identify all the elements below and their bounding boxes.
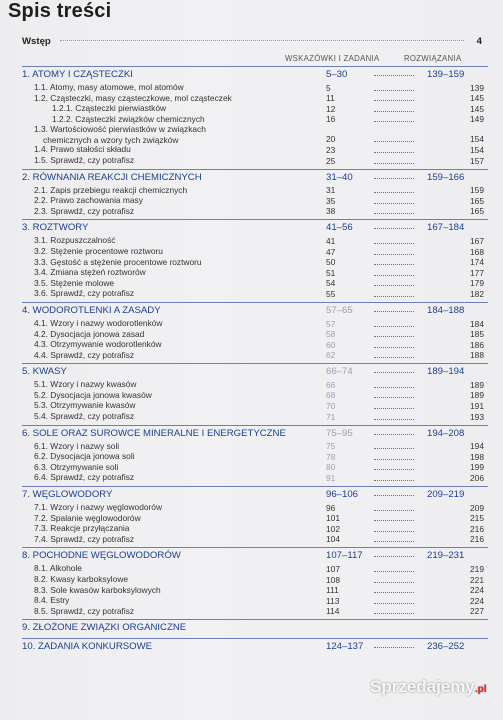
entry-solution-page: 157: [470, 155, 484, 166]
toc-section: [22, 638, 488, 654]
leader-dots: [374, 254, 414, 255]
entry-exercise-page: 96: [326, 502, 336, 513]
entry-solution-page: 165: [470, 195, 484, 206]
entry-exercise-page: 35: [326, 195, 336, 206]
table-of-contents: [22, 66, 488, 657]
column-header-exercises: WSKAZÓWKI I ZADANIA: [285, 54, 380, 63]
entry-title-line: 7.2. Spalanie węglowodorów: [34, 512, 141, 523]
entry-exercise-page: 60: [326, 339, 336, 350]
leader-dots: [374, 647, 414, 648]
toc-section: [22, 169, 488, 217]
toc-entry: [22, 462, 488, 473]
entry-exercise-page: 20: [326, 134, 336, 145]
section-exercise-pages: 31–40: [326, 171, 353, 183]
leader-dots: [374, 347, 414, 348]
entry-title: [34, 595, 69, 605]
entry-title: [34, 339, 162, 349]
entry-exercise-page: 75: [326, 441, 336, 452]
leader-dots: [374, 571, 414, 572]
entry-exercise-page: 78: [326, 451, 336, 462]
toc-entry: [22, 318, 488, 329]
leader-dots: [374, 459, 414, 460]
section-solution-pages: 209–219: [427, 489, 465, 501]
entry-title-line: 2.3. Sprawdź, czy potrafisz: [34, 205, 135, 216]
leader-dots: [374, 510, 414, 511]
entry-title-line: 3.4. Zmiana stężeń roztworów: [34, 267, 146, 278]
leader-dots: [374, 372, 414, 373]
entry-title-line: 6.4. Sprawdź, czy potrafisz: [34, 472, 135, 483]
section-heading: [22, 619, 488, 635]
toc-entry: [22, 155, 488, 166]
entry-title: [34, 82, 184, 92]
entry-title-line: chemicznych a wzory tych związków: [43, 134, 179, 145]
entry-solution-page: 199: [470, 462, 484, 473]
section-solution-pages: 184–188: [427, 304, 465, 316]
toc-entry: [22, 103, 488, 114]
entry-title: [34, 441, 119, 451]
entry-exercise-page: 31: [326, 185, 336, 196]
toc-entry: [22, 195, 488, 206]
section-title: 2. RÓWNANIA REAKCJI CHEMICZNYCH: [22, 171, 202, 183]
section-title: 7. WĘGLOWODORY: [22, 489, 113, 501]
entry-exercise-page: 111: [326, 585, 339, 596]
section-title: 9. ZŁOŻONE ZWIĄZKI ORGANICZNE: [22, 622, 187, 634]
entry-exercise-page: 23: [326, 144, 336, 155]
toc-section: [22, 547, 488, 616]
section-solution-pages: 189–194: [427, 366, 465, 378]
toc-entry: [22, 451, 488, 462]
entry-solution-page: 154: [470, 144, 484, 155]
section-exercise-pages: 96–106: [326, 489, 359, 501]
entry-solution-page: 206: [470, 473, 484, 484]
section-title: 4. WODOROTLENKI A ZASADY: [22, 304, 161, 316]
toc-entry: [22, 257, 488, 268]
entry-title-line: 1.5. Sprawdź, czy potrafisz: [34, 154, 135, 165]
entry-title-line: 4.3. Otrzymywanie wodorotlenków: [34, 339, 162, 350]
section-heading: [22, 66, 488, 82]
entry-solution-page: 224: [470, 585, 484, 596]
leader-dots: [374, 296, 414, 297]
entry-title-line: 5.1. Wzory i nazwy kwasów: [34, 379, 137, 390]
entry-solution-page: 139: [470, 82, 484, 93]
toc-entry: [22, 585, 488, 596]
entry-exercise-page: 47: [326, 246, 336, 257]
leader-dots: [374, 408, 414, 409]
section-heading: [22, 169, 488, 185]
section-solution-pages: 236–252: [427, 641, 465, 653]
entry-solution-page: 165: [470, 206, 484, 217]
entry-exercise-page: 50: [326, 257, 336, 268]
entry-solution-page: 185: [470, 329, 484, 340]
entry-title: [34, 400, 135, 410]
toc-entry: [22, 411, 488, 422]
entry-title-line: 3.3. Gęstość a stężenie procentowe roztworu: [34, 256, 202, 267]
section-heading: [22, 219, 488, 235]
section-heading: [22, 302, 488, 318]
toc-section: [22, 425, 488, 483]
toc-entry: [22, 235, 488, 246]
entry-title-line: 5.4. Sprawdź, czy potrafisz: [34, 411, 135, 422]
toc-entry: [22, 441, 488, 452]
entry-title: [52, 114, 205, 124]
page-title: Spis treści: [8, 0, 112, 22]
leader-dots: [374, 243, 414, 244]
entry-title-line: 4.1. Wzory i nazwy wodorotlenków: [34, 317, 163, 328]
watermark: [370, 677, 487, 697]
entry-solution-page: 186: [470, 339, 484, 350]
leader-dots: [374, 285, 414, 286]
leader-dots: [374, 357, 414, 358]
leader-dots: [374, 111, 414, 112]
entry-exercise-page: 5: [326, 82, 331, 93]
toc-entry: [22, 606, 488, 617]
entry-title-line: 7.4. Sprawdź, czy potrafisz: [34, 533, 135, 544]
toc-section: [22, 486, 488, 544]
toc-entry: [22, 350, 488, 361]
entry-title: [34, 93, 232, 103]
section-heading: [22, 547, 488, 563]
entry-title: [52, 103, 166, 113]
entry-solution-page: 189: [470, 390, 484, 401]
intro-leader-dots: [60, 40, 464, 41]
entry-title: [34, 318, 162, 328]
entry-solution-page: 227: [470, 606, 484, 617]
toc-entry: [22, 563, 488, 574]
entry-exercise-page: 57: [326, 318, 336, 329]
watermark-text: Sprzedajemy: [370, 677, 475, 696]
entry-exercise-page: 108: [326, 574, 340, 585]
entry-title-line: 8.4. Estry: [34, 595, 70, 606]
entry-title: [34, 144, 131, 154]
entry-exercise-page: 91: [326, 473, 336, 484]
entry-solution-page: 167: [470, 235, 484, 246]
toc-entry: [22, 472, 488, 483]
leader-dots: [374, 275, 414, 276]
leader-dots: [374, 178, 414, 179]
entry-exercise-page: 71: [326, 411, 336, 422]
section-solution-pages: 159–166: [427, 171, 465, 183]
entry-title: [34, 534, 134, 544]
leader-dots: [374, 480, 414, 481]
entry-solution-page: 145: [470, 103, 484, 114]
entry-title-line: 1.2.2. Cząsteczki związków chemicznych: [52, 113, 205, 124]
section-exercise-pages: 107–117: [326, 550, 363, 562]
entry-solution-page: 184: [470, 318, 484, 329]
entry-exercise-page: 70: [326, 401, 336, 412]
entry-title-line: 1.2.1. Cząsteczki pierwiastków: [52, 103, 167, 114]
section-solution-pages: 194–208: [427, 427, 465, 439]
entry-title-line: 8.1. Alkohole: [34, 563, 82, 574]
entry-title-line: 6.3. Otrzymywanie soli: [34, 461, 119, 472]
leader-dots: [374, 582, 414, 583]
toc-entry: [22, 390, 488, 401]
entry-solution-page: 182: [470, 288, 484, 299]
intro-label: Wstęp: [22, 36, 51, 47]
toc-entry: [22, 114, 488, 125]
toc-entry: [22, 82, 488, 93]
toc-entry: [22, 206, 488, 217]
entry-title: [34, 267, 146, 277]
leader-dots: [374, 448, 414, 449]
leader-dots: [374, 434, 414, 435]
entry-title: [34, 390, 152, 400]
leader-dots: [374, 541, 414, 542]
entry-title-line: 3.6. Sprawdź, czy potrafisz: [34, 288, 135, 299]
entry-exercise-page: 62: [326, 350, 336, 361]
leader-dots: [374, 213, 414, 214]
leader-dots: [374, 326, 414, 327]
entry-exercise-page: 16: [326, 114, 336, 125]
entry-title: [34, 563, 82, 573]
entry-solution-page: 154: [470, 134, 484, 145]
leader-dots: [374, 141, 414, 142]
entry-title-line: 6.2. Dysocjacja jonowa soli: [34, 451, 135, 462]
entry-solution-page: 191: [470, 401, 484, 412]
leader-dots: [374, 90, 414, 91]
leader-dots: [374, 192, 414, 193]
toc-entry: [22, 93, 488, 104]
entry-title: [34, 257, 202, 267]
entry-solution-page: 168: [470, 246, 484, 257]
entry-title: [34, 206, 134, 216]
section-title: 6. SOLE ORAZ SUROWCE MINERALNE I ENERGETYCZNE: [22, 427, 286, 439]
entry-solution-page: 216: [470, 523, 484, 534]
entry-solution-page: 188: [470, 350, 484, 361]
entry-title: [34, 411, 134, 421]
leader-dots: [374, 397, 414, 398]
leader-dots: [374, 75, 414, 76]
section-heading: [22, 486, 488, 502]
entry-title: [34, 502, 162, 512]
toc-entry: [22, 144, 488, 155]
entry-title: [34, 462, 118, 472]
entry-exercise-page: 80: [326, 462, 336, 473]
leader-dots: [374, 592, 414, 593]
entry-title: [34, 350, 134, 360]
leader-dots: [374, 419, 414, 420]
entry-title: [34, 124, 206, 144]
entry-solution-page: 216: [470, 534, 484, 545]
entry-title: [34, 523, 129, 533]
leader-dots: [374, 203, 414, 204]
toc-entry: [22, 124, 488, 144]
leader-dots: [374, 163, 414, 164]
toc-section: [22, 219, 488, 299]
entry-title: [34, 513, 141, 523]
toc-entry: [22, 267, 488, 278]
section-heading: [22, 425, 488, 441]
entry-exercise-page: 12: [326, 103, 336, 114]
entry-title: [34, 235, 115, 245]
leader-dots: [374, 495, 414, 496]
section-exercise-pages: 124–137: [326, 641, 364, 653]
entry-solution-page: 194: [470, 441, 484, 452]
toc-entry: [22, 246, 488, 257]
entry-title-line: 2.1. Zapis przebiegu reakcji chemicznych: [34, 184, 188, 195]
entry-title: [34, 155, 134, 165]
leader-dots: [374, 336, 414, 337]
entry-title-line: 7.1. Wzory i nazwy węglowodorów: [34, 502, 163, 513]
entry-exercise-page: 114: [326, 606, 340, 617]
toc-entry: [22, 400, 488, 411]
entry-title-line: 3.1. Rozpuszczalność: [34, 235, 116, 246]
section-heading: [22, 638, 488, 654]
entry-title-line: 3.5. Stężenie molowe: [34, 277, 115, 288]
section-exercise-pages: 5–30: [326, 69, 348, 80]
entry-title-line: 1.1. Atomy, masy atomowe, mol atomów: [34, 82, 184, 92]
leader-dots: [374, 613, 414, 614]
toc-entry: [22, 288, 488, 299]
toc-entry: [22, 513, 488, 524]
entry-solution-page: 209: [470, 502, 484, 513]
leader-dots: [374, 152, 414, 153]
toc-entry: [22, 523, 488, 534]
entry-exercise-page: 55: [326, 288, 336, 299]
entry-title: [34, 606, 134, 616]
entry-exercise-page: 66: [326, 379, 336, 390]
entry-exercise-page: 41: [326, 235, 336, 246]
section-solution-pages: 219–231: [427, 550, 465, 562]
entry-exercise-page: 11: [326, 93, 335, 104]
entry-exercise-page: 51: [326, 267, 336, 278]
leader-dots: [374, 469, 414, 470]
leader-dots: [374, 228, 414, 229]
toc-entry: [22, 574, 488, 585]
entry-exercise-page: 68: [326, 390, 336, 401]
section-solution-pages: 167–184: [427, 222, 465, 234]
entry-title: [34, 195, 143, 205]
leader-dots: [374, 100, 414, 101]
entry-exercise-page: 54: [326, 278, 336, 289]
toc-section: [22, 66, 488, 166]
leader-dots: [374, 556, 414, 557]
entry-title-line: 1.2. Cząsteczki, masy cząsteczkowe, mol cząsteczek: [34, 92, 232, 103]
entry-solution-page: 145: [470, 93, 484, 104]
intro-row: [22, 36, 482, 48]
entry-title-line: 5.3. Otrzymywanie kwasów: [34, 400, 136, 411]
section-solution-pages: 139–159: [427, 69, 465, 80]
entry-solution-page: 189: [470, 379, 484, 390]
toc-entry: [22, 185, 488, 196]
leader-dots: [374, 264, 414, 265]
entry-solution-page: 149: [470, 114, 484, 125]
entry-title: [34, 451, 135, 461]
column-header-solutions: ROZWIĄZANIA: [404, 54, 462, 63]
entry-title-line: 8.5. Sprawdź, czy potrafisz: [34, 605, 135, 616]
section-exercise-pages: 75–95: [326, 427, 353, 439]
toc-entry: [22, 595, 488, 606]
leader-dots: [374, 603, 414, 604]
entry-title: [34, 472, 134, 482]
entry-title-line: 4.2. Dysocjacja jonowa zasad: [34, 328, 145, 339]
leader-dots: [374, 387, 414, 388]
entry-title: [34, 288, 134, 298]
toc-entry: [22, 339, 488, 350]
section-exercise-pages: 41–56: [326, 222, 353, 234]
entry-title: [34, 246, 163, 256]
section-title: 5. KWASY: [22, 366, 67, 378]
entry-title-line: 2.2. Prawo zachowania masy: [34, 195, 143, 206]
leader-dots: [374, 531, 414, 532]
entry-title: [34, 185, 187, 195]
entry-exercise-page: 102: [326, 523, 340, 534]
leader-dots: [374, 311, 414, 312]
toc-section: [22, 363, 488, 421]
entry-title-line: 1.3. Wartościowość pierwiastków w związkach: [34, 124, 206, 135]
entry-exercise-page: 113: [326, 595, 340, 606]
entry-title-line: 4.4. Sprawdź, czy potrafisz: [34, 349, 135, 360]
entry-title: [34, 585, 161, 595]
section-exercise-pages: 57–65: [326, 304, 353, 316]
entry-solution-page: 219: [470, 564, 484, 574]
intro-page: 4: [476, 36, 482, 47]
toc-section: [22, 302, 488, 360]
entry-exercise-page: 58: [326, 329, 336, 340]
entry-title: [34, 379, 136, 389]
entry-title-line: 5.2. Dysocjacja jonowa kwasów: [34, 389, 152, 400]
toc-entry: [22, 329, 488, 340]
entry-solution-page: 174: [470, 257, 484, 268]
watermark-suffix: .pl: [474, 684, 487, 695]
entry-title-line: 8.3. Sole kwasów karboksylowych: [34, 584, 161, 595]
entry-solution-page: 159: [470, 185, 484, 196]
entry-title-line: 1.4. Prawo stałości składu: [34, 144, 131, 155]
section-title: 10. ZADANIA KONKURSOWE: [22, 641, 153, 653]
entry-exercise-page: 25: [326, 155, 336, 166]
section-title: 1. ATOMY I CZĄSTECZKI: [22, 69, 133, 80]
entry-exercise-page: 104: [326, 534, 340, 545]
toc-entry: [22, 278, 488, 289]
entry-title: [34, 574, 128, 584]
toc-entry: [22, 379, 488, 390]
section-exercise-pages: 66–74: [326, 366, 353, 378]
section-title: 3. ROZTWORY: [22, 222, 89, 234]
entry-solution-page: 193: [470, 411, 484, 422]
toc-entry: [22, 534, 488, 545]
entry-exercise-page: 101: [326, 513, 340, 524]
entry-title-line: 6.1. Wzory i nazwy soli: [34, 440, 120, 451]
entry-solution-page: 179: [470, 278, 484, 289]
leader-dots: [374, 520, 414, 521]
entry-title-line: 8.2. Kwasy karboksylowe: [34, 574, 129, 584]
entry-title: [34, 329, 144, 339]
entry-solution-page: 215: [470, 513, 484, 524]
entry-solution-page: 177: [470, 267, 484, 278]
section-title: 8. POCHODNE WĘGLOWODORÓW: [22, 550, 181, 562]
entry-title-line: 7.3. Reakcje przyłączania: [34, 523, 130, 534]
entry-title-line: 3.2. Stężenie procentowe roztworu: [34, 245, 163, 256]
leader-dots: [374, 121, 414, 122]
entry-exercise-page: 38: [326, 206, 336, 217]
toc-entry: [22, 502, 488, 513]
section-heading: [22, 363, 488, 379]
entry-solution-page: 224: [470, 595, 484, 606]
entry-solution-page: 198: [470, 451, 484, 462]
toc-section: [22, 619, 488, 635]
entry-title: [34, 278, 114, 288]
entry-solution-page: 221: [470, 574, 484, 585]
entry-exercise-page: 107: [326, 564, 340, 574]
